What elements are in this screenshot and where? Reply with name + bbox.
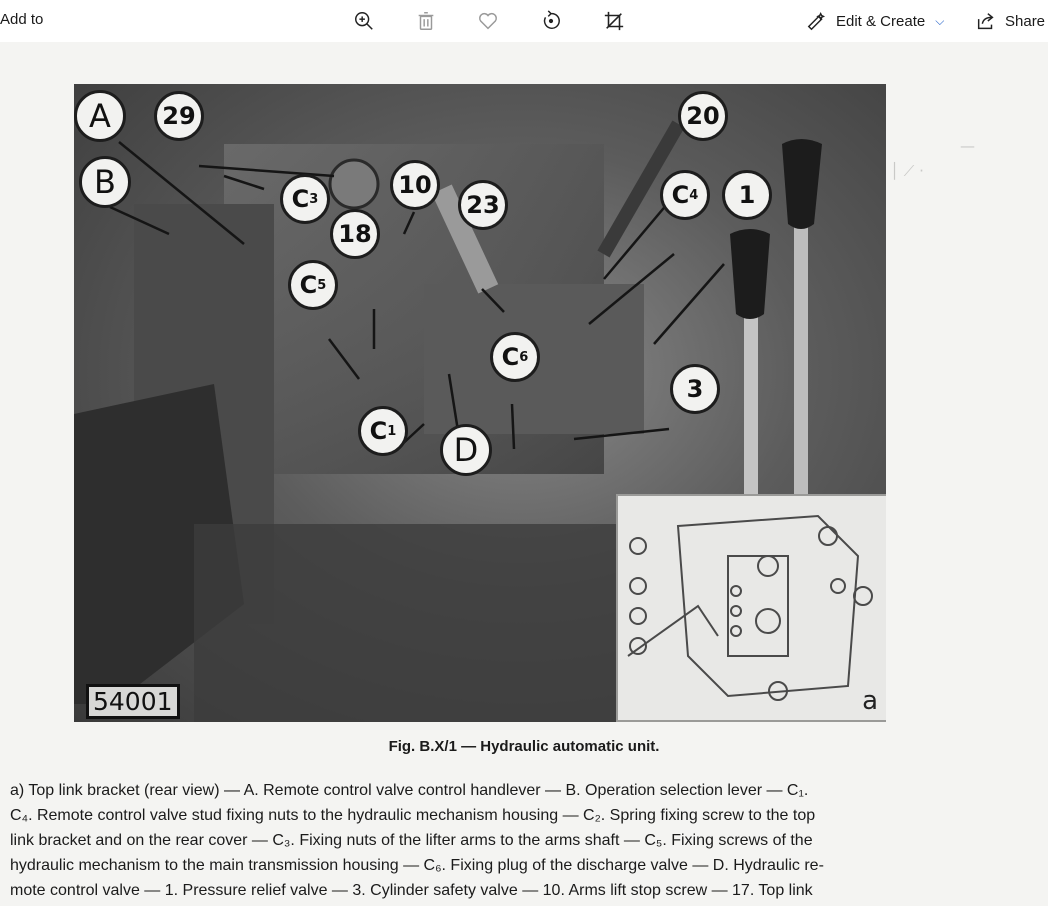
rotate-icon[interactable] (538, 8, 564, 34)
delete-icon[interactable] (413, 8, 439, 34)
legend-line: mote control valve — 1. Pressure relief valve — 3. Cylinder safety valve — 10. Arms lift stop screw — 17. Top link (10, 882, 813, 899)
hydraulic-unit-photo (74, 84, 886, 722)
image-canvas (0, 42, 1048, 906)
bleed-through-text: │ ⟋ · (890, 162, 924, 180)
favorite-icon[interactable] (475, 8, 501, 34)
callout-29: 29 (154, 91, 204, 141)
photo-number: 54001 (86, 684, 180, 719)
callout-18: 18 (330, 209, 380, 259)
callout-B: B (79, 156, 131, 208)
callout-20: 20 (678, 91, 728, 141)
figure-legend (10, 778, 956, 906)
inset-label: a (862, 686, 878, 716)
callout-10: 10 (390, 160, 440, 210)
edit-create-label: Edit & Create (836, 12, 926, 30)
legend-line: hydraulic mechanism to the main transmission housing — C₆. Fixing plug of the discharge valve — D. Hydraulic re- (10, 857, 824, 874)
callout-C6: C 6 (490, 332, 540, 382)
inset-line-drawing (618, 496, 886, 720)
edit-create-button[interactable] (806, 9, 944, 33)
legend-line: C₄. Remote control valve stud fixing nuts to the hydraulic mechanism housing — C₂. Spring fixing screw to the top (10, 807, 816, 824)
share-button[interactable] (975, 9, 1045, 33)
callout-23: 23 (458, 180, 508, 230)
callout-C1: C 1 (358, 406, 408, 456)
chevron-down-icon: ⌵ (935, 13, 945, 28)
inset-detail-drawing (616, 494, 886, 722)
edit-create-icon (806, 10, 828, 32)
viewer-toolbar (0, 0, 1048, 42)
callout-C3: C 3 (280, 174, 330, 224)
callout-1: 1 (722, 170, 772, 220)
legend-line: a) Top link bracket (rear view) — A. Remote control valve control handlever — B. Operation selection lever — C₁. (10, 782, 809, 799)
figure-caption: Fig. B.X/1 — Hydraulic automatic unit. (388, 738, 660, 755)
crop-icon[interactable] (601, 8, 627, 34)
share-icon (975, 10, 997, 32)
bleed-through-text: — (960, 137, 975, 155)
zoom-in-icon[interactable] (351, 8, 377, 34)
callout-D: D (440, 424, 492, 476)
share-label: Share (1005, 12, 1046, 30)
callout-3: 3 (670, 364, 720, 414)
legend-line: link bracket and on the rear cover — C₃. Fixing nuts of the lifter arms to the arms shaft — C₅. Fixing screws of the (10, 832, 813, 849)
callout-C5: C 5 (288, 260, 338, 310)
add-to-button[interactable]: Add to (0, 11, 44, 28)
callout-A: A (74, 90, 126, 142)
callout-C4: C 4 (660, 170, 710, 220)
